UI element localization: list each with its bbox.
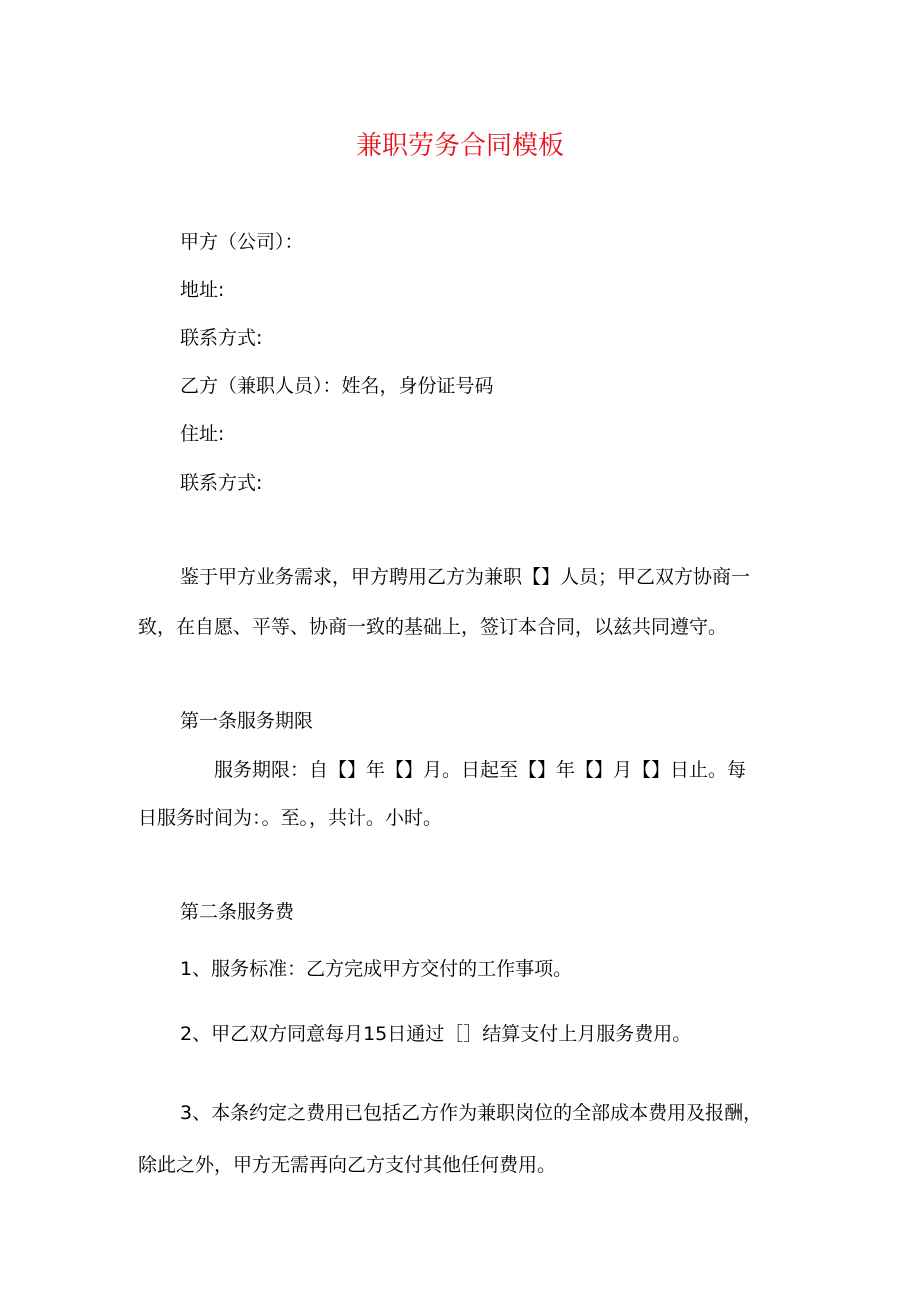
residence-line: 住址:	[180, 423, 225, 445]
article1-line-1: 服务期限：自【】年【】月。日起至【】年【】月【】日止。每	[214, 759, 747, 781]
article2-item-3-line-2: 除此之外，甲方无需再向乙方支付其他任何费用。	[138, 1154, 557, 1176]
article1-heading: 第一条服务期限	[180, 710, 314, 732]
party-a-line: 甲方（公司）：	[180, 231, 304, 253]
article2-item-1: 1、服务标准：乙方完成甲方交付的工作事项。	[180, 958, 573, 980]
contact-a-line: 联系方式:	[180, 327, 263, 349]
party-b-line: 乙方（兼职人员）：姓名，身份证号码	[180, 375, 494, 397]
contact-b-line: 联系方式:	[180, 472, 263, 494]
preamble-line-2: 致，在自愿、平等、协商一致的基础上，签订本合同，以兹共同遵守。	[138, 616, 728, 638]
article2-item-3-line-1: 3、本条约定之费用已包括乙方作为兼职岗位的全部成本费用及报酬，	[180, 1102, 763, 1124]
article2-item-2: 2、甲乙双方同意每月15日通过［］结算支付上月服务费用。	[180, 1023, 692, 1045]
address-line: 地址:	[180, 279, 225, 301]
article2-heading: 第二条服务费	[180, 901, 295, 923]
article1-line-2: 日服务时间为：。至。，共计。小时。	[138, 807, 443, 829]
document-title: 兼职劳务合同模板	[355, 131, 564, 161]
preamble-line-1: 鉴于甲方业务需求，甲方聘用乙方为兼职【】人员；甲乙双方协商一	[180, 566, 751, 588]
